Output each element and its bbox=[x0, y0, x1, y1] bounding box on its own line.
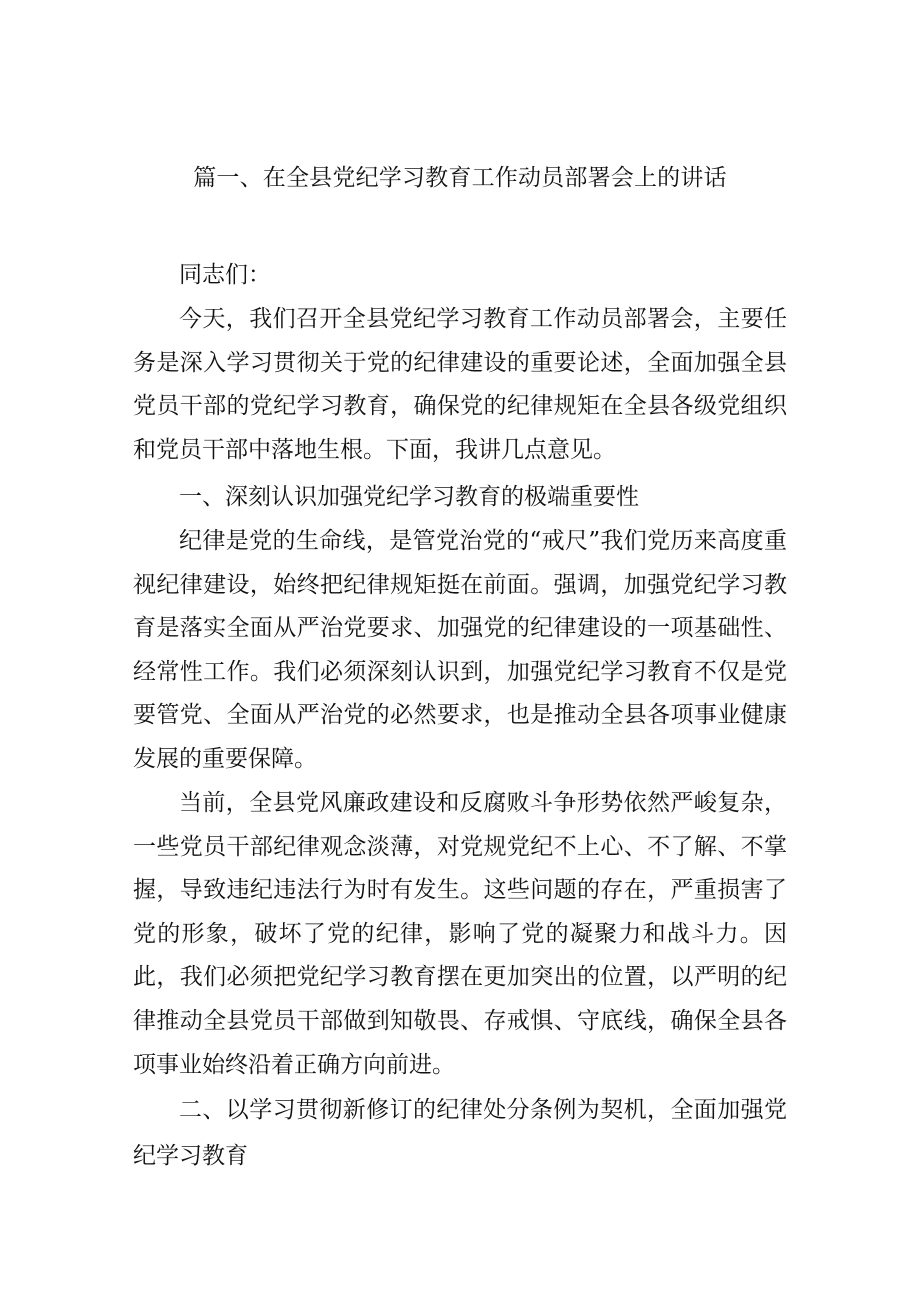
paragraph-discipline bbox=[133, 520, 787, 782]
section-heading-1 bbox=[133, 476, 787, 520]
heading-text: 一、深刻认识加强党纪学习教育的极端重要性 bbox=[179, 484, 639, 510]
paragraph-intro bbox=[133, 298, 787, 472]
section-heading-2 bbox=[133, 1087, 787, 1179]
paragraph-current-situation bbox=[133, 782, 787, 1087]
heading-text: 二、以学习贯彻新修订的纪律处分条例为契机，全面加强党纪学习教育 bbox=[133, 1097, 787, 1169]
paragraph-text: 纪律是党的生命线，是管党治党的“戒尺”我们党历来高度重视纪律建设，始终把纪律规矩挺在前面。强调，加强党纪学习教育是落实全面从严治党要求、加强党的纪律建设的一项基础性、经常性工作。我们必须深刻认识到，加强党纪学习教育不仅是党要管党、全面从严治党的必然要求，也是推动全县各项事业健康发展的重要保障。 bbox=[133, 528, 787, 772]
document-title: 篇一、在全县党纪学习教育工作动员部署会上的讲话 bbox=[193, 165, 727, 191]
paragraph-text: 当前，全县党风廉政建设和反腐败斗争形势依然严峻复杂，一些党员干部纪律观念淡薄，对党规党纪不上心、不了解、不掌握，导致违纪违法行为时有发生。这些问题的存在，严重损害了党的形象，破坏了党的纪律，影响了党的凝聚力和战斗力。因此，我们必须把党纪学习教育摆在更加突出的位置，以严明的纪律推动全县党员干部做到知敬畏、存戒惧、守底线，确保全县各项事业始终沿着正确方向前进。 bbox=[133, 790, 787, 1078]
salutation: 同志们： bbox=[179, 262, 271, 288]
paragraph-text: 今天，我们召开全县党纪学习教育工作动员部署会，主要任务是深入学习贯彻关于党的纪律建设的重要论述，全面加强全县党员干部的党纪学习教育，确保党的纪律规矩在全县各级党组织和党员干部中落地生根。下面，我讲几点意见。 bbox=[133, 306, 787, 463]
